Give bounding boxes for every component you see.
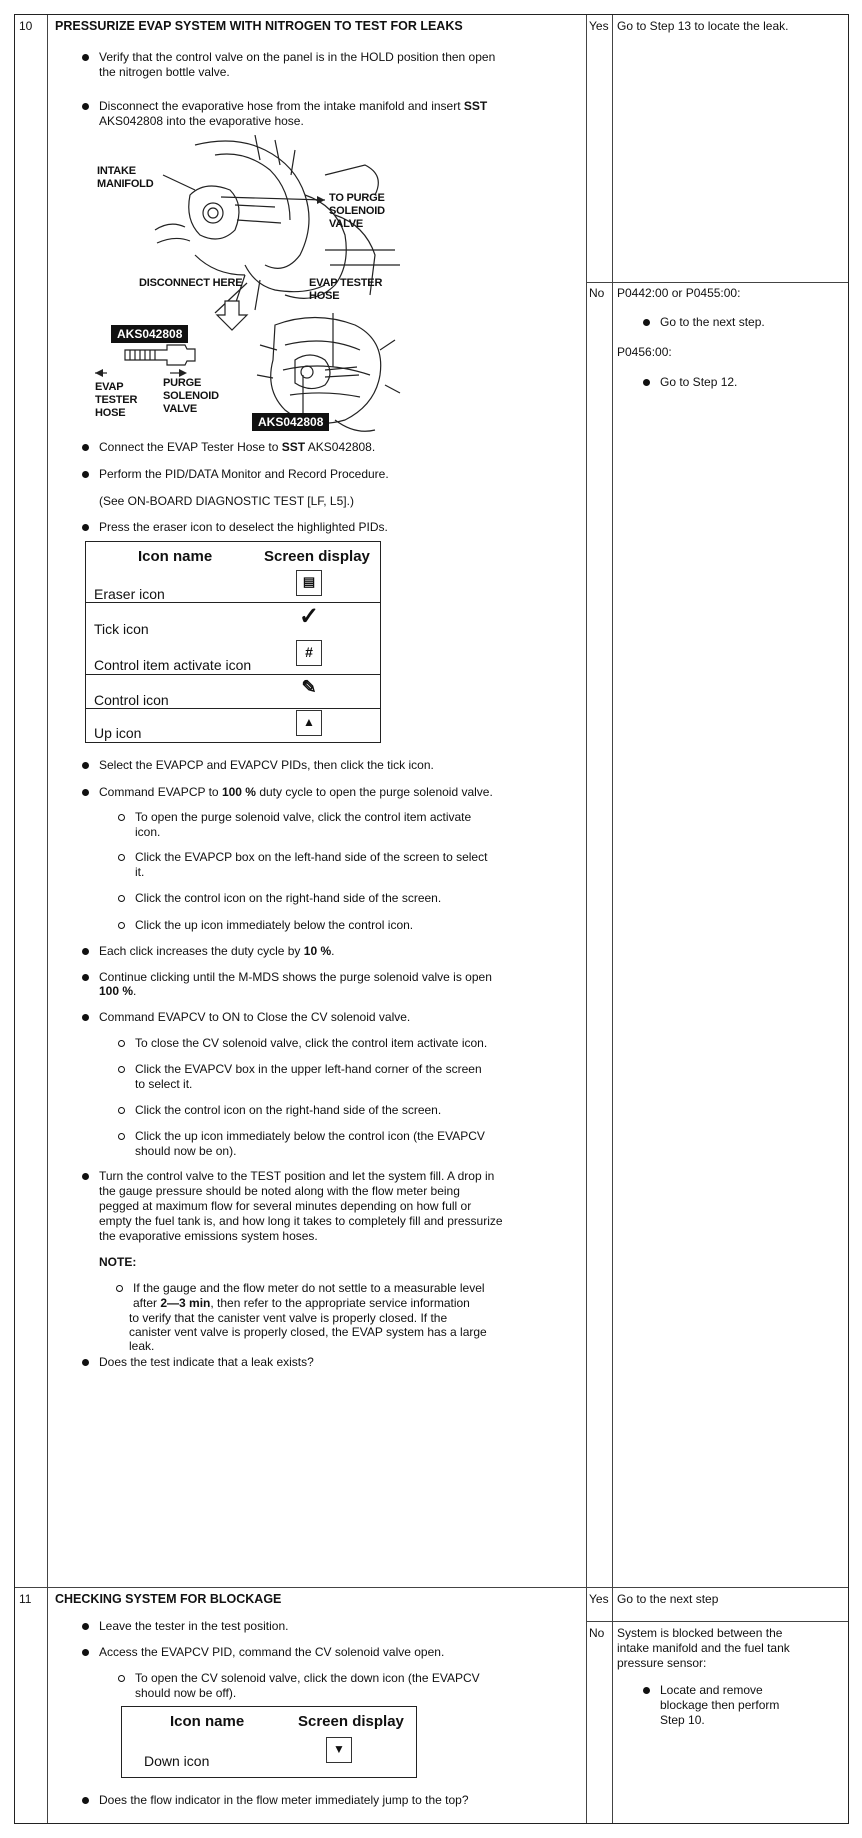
instruction-item: Perform the PID/DATA Monitor and Record Procedure. — [99, 467, 389, 482]
figure-label: EVAP — [95, 381, 124, 393]
tick-icon: ✓ — [298, 603, 320, 630]
yes-label: Yes — [589, 19, 609, 33]
figure-label: MANIFOLD — [97, 178, 154, 190]
instruction-item: Each click increases the duty cycle by 10 %. — [99, 944, 334, 959]
instruction-text: pegged at maximum flow for several minutes depending on how full or — [99, 1199, 472, 1213]
instruction-item: Press the eraser icon to deselect the highlighted PIDs. — [99, 520, 388, 535]
no-label: No — [589, 286, 605, 300]
icon-table-header: Icon name — [138, 548, 213, 565]
no-action: Step 10. — [660, 1713, 705, 1727]
sub-instruction-item: Click the EVAPCV box in the upper left-hand corner of the screen — [135, 1062, 482, 1077]
sub-instruction-item: Click the up icon immediately below the control icon (the EVAPCV — [135, 1129, 485, 1144]
sub-instruction-text: to select it. — [135, 1077, 193, 1091]
figure-label: TO PURGE — [329, 192, 385, 204]
icon-table-row-name: Up icon — [94, 725, 142, 741]
instruction-item: Turn the control valve to the TEST position and let the system fill. A drop in — [99, 1169, 494, 1184]
icon-table-header: Screen display — [264, 548, 370, 565]
note-item: If the gauge and the flow meter do not settle to a measurable level — [133, 1281, 485, 1296]
note-text: to verify that the canister vent valve is properly closed. If the — [129, 1311, 448, 1325]
figure-label: HOSE — [95, 407, 126, 419]
instruction-text: the nitrogen bottle valve. — [99, 65, 230, 79]
instruction-item: Does the test indicate that a leak exists? — [99, 1355, 314, 1370]
sub-instruction-item: Click the control icon on the right-hand side of the screen. — [135, 1103, 441, 1118]
sub-instruction-item: Click the control icon on the right-hand side of the screen. — [135, 891, 441, 906]
instruction-item: Command EVAPCV to ON to Close the CV solenoid valve. — [99, 1010, 410, 1025]
note-text: canister vent valve is properly closed, the EVAP system has a large — [129, 1325, 487, 1339]
icon-table — [121, 1706, 417, 1778]
no-action-item: Go to the next step. — [660, 315, 765, 330]
figure-label: VALVE — [329, 218, 364, 230]
figure-label: SOLENOID — [163, 390, 219, 402]
instruction-item: Command EVAPCP to 100 % duty cycle to open the purge solenoid valve. — [99, 785, 493, 800]
sub-instruction-text: icon. — [135, 825, 161, 839]
no-action-item: Locate and remove — [660, 1683, 763, 1698]
instruction-text: AKS042808 into the evaporative hose. — [99, 114, 304, 128]
down-icon: ▼ — [326, 1737, 352, 1763]
step-title: PRESSURIZE EVAP SYSTEM WITH NITROGEN TO TEST FOR LEAKS — [55, 19, 463, 33]
icon-table — [85, 541, 381, 743]
sub-instruction-text: it. — [135, 865, 145, 879]
no-code: P0456:00: — [617, 345, 672, 359]
sub-instruction-item: To close the CV solenoid valve, click the control item activate icon. — [135, 1036, 487, 1051]
figure-label: HOSE — [309, 290, 340, 302]
sub-instruction-text: should now be off). — [135, 1686, 237, 1700]
control-icon: ✎ — [301, 677, 317, 697]
note-heading: NOTE: — [99, 1255, 137, 1269]
yes-label: Yes — [589, 1592, 609, 1606]
column-divider — [612, 15, 613, 1823]
icon-table-row-name: Eraser icon — [94, 586, 165, 602]
up-icon: ▲ — [296, 710, 322, 736]
figure-label: DISCONNECT HERE — [139, 277, 243, 289]
icon-table-row-name: Control item activate icon — [94, 657, 252, 673]
instruction-item: Access the EVAPCV PID, command the CV solenoid valve open. — [99, 1645, 444, 1660]
step-number: 11 — [19, 1592, 32, 1606]
instruction-item: Leave the tester in the test position. — [99, 1619, 288, 1634]
figure-label: VALVE — [163, 403, 198, 415]
row-divider — [15, 1587, 848, 1588]
note-text: after 2—3 min, then refer to the appropriate service information — [133, 1296, 470, 1310]
icon-table-row-name: Control icon — [94, 692, 169, 708]
no-action: pressure sensor: — [617, 1656, 707, 1670]
no-action: System is blocked between the — [617, 1626, 783, 1640]
no-label: No — [589, 1626, 605, 1640]
sub-instruction-item: To open the CV solenoid valve, click the down icon (the EVAPCV — [135, 1671, 480, 1686]
instruction-text: the evaporative emissions system hoses. — [99, 1229, 318, 1243]
instruction-text: (See ON-BOARD DIAGNOSTIC TEST [LF, L5].) — [99, 494, 354, 508]
figure-label: INTAKE — [97, 165, 136, 177]
instruction-item: Connect the EVAP Tester Hose to SST AKS042808. — [99, 440, 375, 455]
note-text: leak. — [129, 1339, 155, 1353]
instruction-item: Disconnect the evaporative hose from the intake manifold and insert SST — [99, 99, 487, 114]
figure-label: SOLENOID — [329, 205, 385, 217]
instruction-text: 100 %. — [99, 984, 137, 998]
sub-instruction-item: To open the purge solenoid valve, click the control item activate — [135, 810, 471, 825]
no-action: blockage then perform — [660, 1698, 780, 1712]
no-action: intake manifold and the fuel tank — [617, 1641, 790, 1655]
icon-table-row-name: Tick icon — [94, 621, 149, 637]
instruction-item: Select the EVAPCP and EVAPCV PIDs, then click the tick icon. — [99, 758, 434, 773]
instruction-text: empty the fuel tank is, and how long it takes to completely fill and pressurize — [99, 1214, 503, 1228]
yes-no-divider — [586, 282, 848, 283]
column-divider — [47, 15, 48, 1823]
yes-action: Go to Step 13 to locate the leak. — [617, 19, 789, 33]
eraser-icon: ▤ — [296, 570, 322, 596]
icon-table-header: Screen display — [298, 1713, 404, 1730]
control-item-activate-icon: # — [296, 640, 322, 666]
icon-table-header: Icon name — [170, 1713, 245, 1730]
figure-label: TESTER — [95, 394, 138, 406]
yes-no-divider — [586, 1621, 848, 1622]
column-divider — [586, 15, 587, 1823]
figure-label: EVAP TESTER — [309, 277, 383, 289]
instruction-item: Continue clicking until the M-MDS shows the purge solenoid valve is open — [99, 970, 492, 985]
sub-instruction-item: Click the up icon immediately below the control icon. — [135, 918, 413, 933]
sub-instruction-item: Click the EVAPCP box on the left-hand side of the screen to select — [135, 850, 487, 865]
instruction-item: Does the flow indicator in the flow meter immediately jump to the top? — [99, 1793, 469, 1808]
icon-table-row-name: Down icon — [144, 1753, 210, 1769]
yes-action: Go to the next step — [617, 1592, 719, 1606]
instruction-item: Verify that the control valve on the panel is in the HOLD position then open — [99, 50, 495, 65]
no-action-item: Go to Step 12. — [660, 375, 737, 390]
sub-instruction-text: should now be on). — [135, 1144, 237, 1158]
figure-label: PURGE — [163, 377, 202, 389]
step-number: 10 — [19, 19, 33, 33]
sst-tag: AKS042808 — [252, 413, 329, 431]
no-code: P0442:00 or P0455:00: — [617, 286, 741, 300]
step-title: CHECKING SYSTEM FOR BLOCKAGE — [55, 1592, 282, 1606]
sst-tag: AKS042808 — [111, 325, 188, 343]
diagnostic-procedure-table — [14, 14, 849, 1824]
instruction-text: the gauge pressure should be noted along with the flow meter being — [99, 1184, 460, 1198]
